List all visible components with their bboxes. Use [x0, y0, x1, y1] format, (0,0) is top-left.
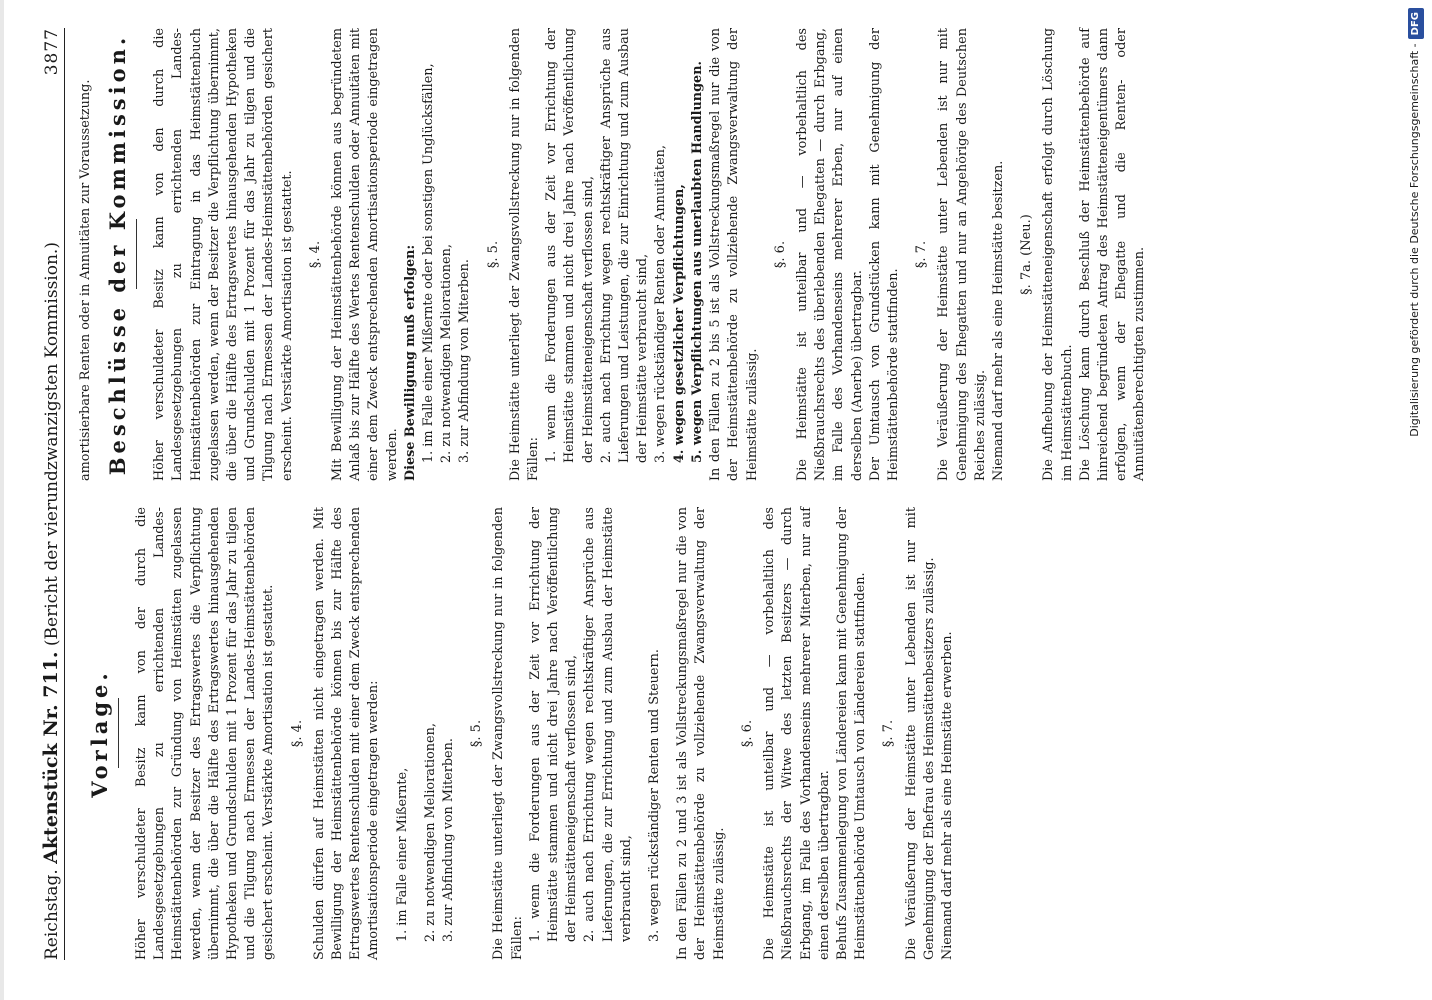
list-item: 3. wegen rückständiger Renten oder Annuitäten,	[653, 145, 669, 463]
paragraph: Behufs Zusammenlegung von Ländereien kann mit Genehmigung der Heimstättenbehörde Umtausch von Ländereien stattfinden.	[834, 507, 869, 960]
paragraph: Niemand darf mehr als eine Heimstätte erwerben.	[939, 631, 955, 960]
paragraph: In den Fällen zu 2 und 3 ist als Vollstreckungsmaßregel nur die von der Heimstättenbehörde zu vollziehende Zwangsverwaltung der Heimstätte zulässig.	[675, 507, 727, 960]
two-column-body	[77, 28, 1150, 960]
list-item: 1. wenn die Forderungen aus der Zeit vor Errichtung der Heimstätte stammen und nicht drei Jahre nach Veröffentlichung der Heimstätteneigenschaft verflossen sind,	[527, 507, 580, 942]
page-header	[40, 28, 65, 960]
paragraph: In den Fällen zu 2 bis 5 ist als Vollstreckungsmaßregel nur die von der Heimstättenbehörde zu vollziehende Zwangsverwaltung der Heimstätte zulässig.	[708, 28, 760, 481]
paragraph: amortisierbare Renten oder in Annuitäten zur Voraussetzung.	[78, 79, 93, 481]
section-heading: §. 6.	[772, 240, 788, 269]
header-subtitle: (Bericht der vierundzwanzigsten Kommission.)	[42, 242, 62, 647]
paragraph: Die Heimstätte ist unteilbar und — vorbehaltlich des Nießbrauchsrechts der Witwe des letzten Besitzers — durch Erbgang, im Falle des Vorhandenseins mehrerer Miterben, nur auf einen derselben übertragbar.	[762, 507, 832, 960]
list-item: 4. wegen gesetzlicher Verpflichtungen,	[671, 184, 687, 463]
list-item: 1. im Falle einer Mißernte oder bei sonstigen Unglücksfällen,	[421, 63, 437, 463]
section-heading: §. 4.	[307, 240, 323, 269]
paragraph: Mit Bewilligung der Heimstättenbehörde können aus begründetem Anlaß bis zur Hälfte des Wertes Rentenschulden oder Annuitäten mit einer dem Zweck entsprechenden Amortisationsperiode eingetragen werden.	[330, 28, 400, 481]
digitization-credit	[1407, 0, 1432, 1000]
digitization-sidebar	[1395, 0, 1432, 1000]
section-heading: §. 4.	[289, 719, 305, 748]
paragraph: Höher verschuldeter Besitz kann von den durch die Landesgesetzgebungen zu errichtenden Landes-Heimstättenbehörden zur Eintragung in das Heimstättenbuch zugelassen werden, wenn der Besitzer die Verpflichtung übernimmt, die über die Hälfte des Ertragswertes hinausgehenden Hypotheken und Grundschulden mit 1 Prozent für das Jahr zu tilgen und die Tilgung nach Ermessen der Landes-Heimstättenbehörden gesichert erscheint. Verstärkte Amortisation ist gestattet.	[152, 28, 295, 481]
list-item: 2. zu notwendigen Meliorationen,	[422, 723, 438, 942]
list-item: 2. auch nach Errichtung wegen rechtskräftiger Ansprüche aus Lieferungen und Leistungen, die zur Einrichtung und zum Ausbau der Heimstätte verbraucht sind,	[598, 28, 651, 463]
section-heading: §. 6.	[739, 719, 755, 748]
section-heading: §. 7a. (Neu.)	[1019, 214, 1035, 295]
list-item: 1. wenn die Forderungen aus der Zeit vor Errichtung der Heimstätte stammen und nicht drei Jahre nach Veröffentlichung der Heimstätteneigenschaft verflossen sind,	[544, 28, 596, 463]
left-column-title: Vorlage.	[87, 669, 112, 798]
paragraph: Die Aufhebung der Heimstätteneigenschaft erfolgt durch Löschung im Heimstättenbuch.	[1041, 28, 1075, 481]
paragraph: Höher verschuldeter Besitz kann von der durch die Landesgesetzgebungen zu errichtenden Landes-Heimstättenbehörden zur Gründung von Heimstätten zugelassen werden, wenn der Besitzer des Ertragswertes die Verpflichtung übernimmt, die über die Hälfte des Ertragswertes hinausgehenden Hypotheken und Grundschulden mit 1 Prozent für das Jahr zu tilgen und die Tilgung nach Ermessen der Landes-Heimstättenbehörden gesichert erscheint. Verstärkte Amortisation ist gestattet.	[134, 507, 277, 960]
paragraph-bold: Diese Bewilligung muß erfolgen:	[402, 244, 418, 481]
right-column-title: Beschlüsse der Kommission.	[105, 33, 131, 476]
section-heading: §. 7.	[881, 719, 897, 748]
header-reichstag	[40, 93, 62, 960]
paragraph: Die Veräußerung der Heimstätte unter Lebenden ist nur mit Genehmigung der Ehefrau des Heimstättenbesitzers zulässig.	[903, 507, 937, 960]
dfg-logo: DFG	[1408, 8, 1424, 39]
title-rule	[136, 220, 137, 290]
list-item: 3. wegen rückständiger Renten und Steuern.	[647, 649, 663, 942]
paragraph: Niemand darf mehr als eine Heimstätte besitzen.	[990, 160, 1006, 481]
list-item: 2. zu notwendigen Meliorationen,	[439, 244, 455, 463]
header-left-text: Reichstag.	[42, 869, 62, 960]
list-item: 3. zur Abfindung von Miterben.	[441, 738, 457, 942]
right-column	[77, 28, 1150, 481]
section-heading: §. 5.	[485, 240, 501, 269]
paragraph: Die Heimstätte ist unteilbar und — vorbehaltlich des Nießbrauchsrechts des überlebenden Ehegatten — durch Erbgang, im Falle des Vorhandenseins mehrerer Erben, nur auf einen derselben (Anerbe) übertragbar.	[794, 28, 865, 481]
list-item: 5. wegen Verpflichtungen aus unerlaubten Handlungen.	[689, 61, 705, 463]
left-column	[77, 507, 1150, 960]
credit-text: Digitalisierung gefördert durch die Deutsche Forschungsgemeinschaft -	[1408, 43, 1421, 437]
list-item: 2. auch nach Errichtung wegen rechtskräftiger Ansprüche aus Lieferungen, die zur Errichtung und zum Ausbau der Heimstätte verbraucht sind,	[582, 507, 634, 942]
paragraph: Der Umtausch von Grundstücken kann mit Genehmigung der Heimstättenbehörde stattfinden.	[867, 28, 901, 481]
paragraph: Die Heimstätte unterliegt der Zwangsvollstreckung nur in folgenden Fällen:	[491, 507, 525, 960]
paragraph: Schulden dürfen auf Heimstätten nicht eingetragen werden. Mit Bewilligung der Heimstättenbehörde können bis zur Hälfte des Ertragswertes Rentenschulden mit einer dem Zweck entsprechenden Amortisationsperiode eingetragen werden:	[311, 507, 382, 960]
paragraph: Die Löschung kann durch Beschluß der Heimstättenbehörde auf hinreichend begründeten Antrag des Heimstätteneigentümers dann erfolgen, wenn der Ehegatte und die Renten- oder Annuitätenberechtigten zustimmen.	[1077, 28, 1148, 481]
page-number: 3877	[42, 28, 62, 76]
paragraph: Die Veräußerung der Heimstätte unter Lebenden ist nur mit Genehmigung des Ehegatten und nur an Angehörige des Deutschen Reiches zulässig.	[936, 28, 988, 481]
list-item: 3. zur Abfindung von Miterben.	[457, 259, 473, 463]
title-rule	[118, 699, 119, 769]
section-heading: §. 5.	[469, 719, 485, 748]
list-item: 1. im Falle einer Mißernte,	[394, 767, 410, 942]
document-label: Aktenstück Nr. 711.	[40, 651, 62, 864]
section-heading: §. 7.	[914, 240, 930, 269]
paragraph: Die Heimstätte unterliegt der Zwangsvollstreckung nur in folgenden Fällen:	[507, 28, 542, 481]
